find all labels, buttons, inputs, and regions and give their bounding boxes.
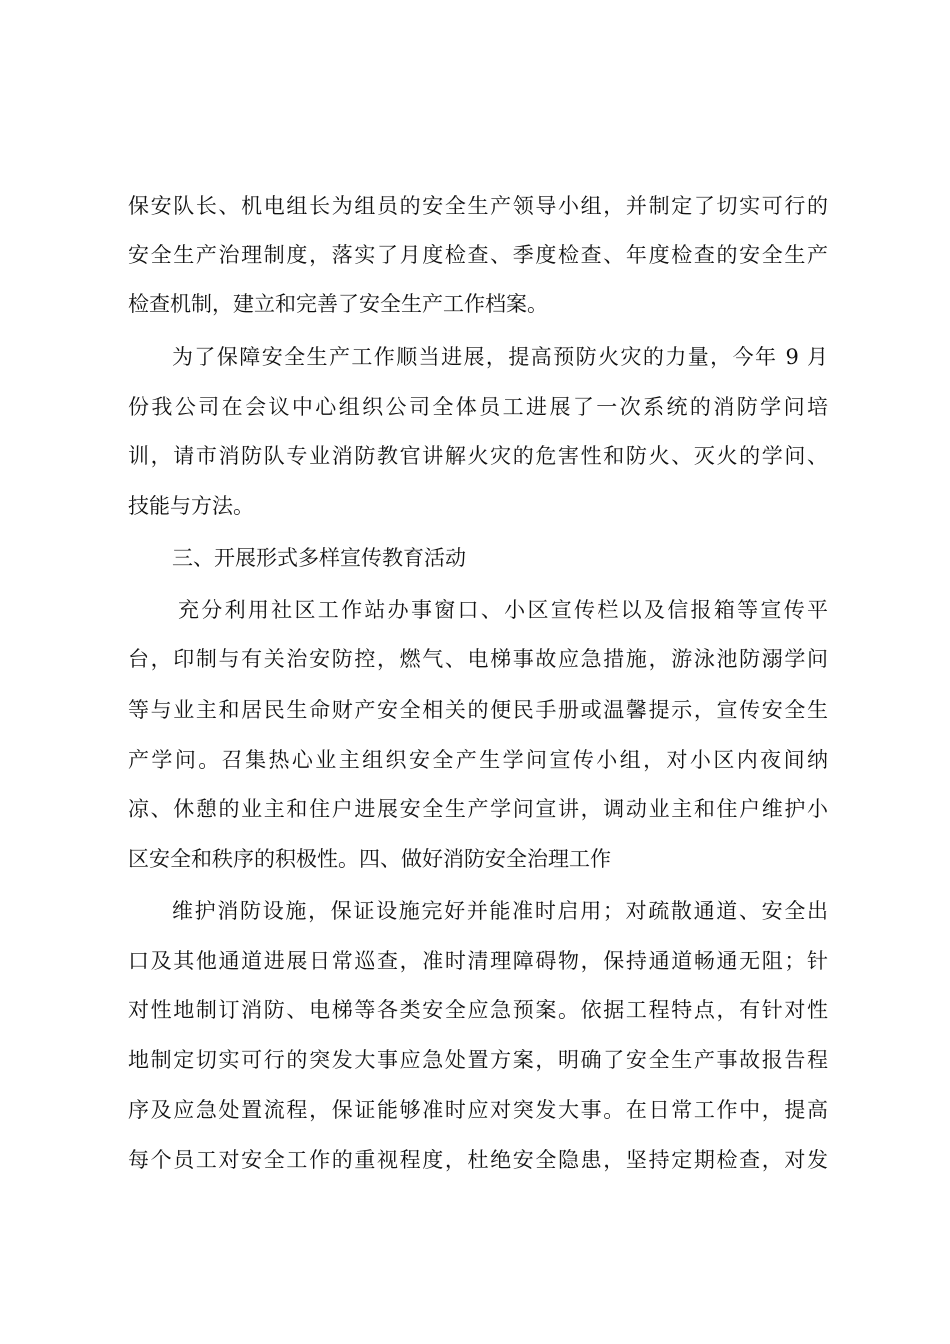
- text-line: 凉、休憩的业主和住户进展安全生产学问宣讲，调动业主和住户维护小: [128, 797, 828, 821]
- text-line: 产学问。召集热心业主组织安全产生学问宣传小组，对小区内夜间纳: [128, 748, 828, 772]
- text-line: 为了保障安全生产工作顺当进展，提高预防火灾的力量，今年 9 月: [172, 345, 828, 369]
- text-line: 份我公司在会议中心组织公司全体员工进展了一次系统的消防学问培: [128, 395, 828, 419]
- text-line: 技能与方法。: [128, 494, 254, 518]
- text-line: 等与业主和居民生命财产安全相关的便民手册或温馨提示，宣传安全生: [128, 698, 828, 722]
- text-line: 充分利用社区工作站办事窗口、小区宣传栏以及信报箱等宣传平: [178, 598, 828, 622]
- text-line: 检查机制，建立和完善了安全生产工作档案。: [128, 292, 548, 316]
- text-line: 口及其他通道进展日常巡查，准时清理障碍物，保持通道畅通无阻；针: [128, 949, 828, 973]
- section-heading: 三、开展形式多样宣传教育活动: [172, 546, 466, 570]
- text-line: 对性地制订消防、电梯等各类安全应急预案。依据工程特点，有针对性: [128, 998, 828, 1022]
- text-line: 地制定切实可行的突发大事应急处置方案，明确了安全生产事故报告程: [128, 1048, 828, 1072]
- text-line: 训，请市消防队专业消防教官讲解火灾的危害性和防火、灭火的学问、: [128, 444, 828, 468]
- text-line: 台，印制与有关治安防控，燃气、电梯事故应急措施，游泳池防溺学问: [128, 647, 828, 671]
- text-line: 区安全和秩序的积极性。四、做好消防安全治理工作: [128, 847, 611, 871]
- text-line: 每个员工对安全工作的重视程度，杜绝安全隐患，坚持定期检查，对发: [128, 1148, 828, 1172]
- text-line: 序及应急处置流程，保证能够准时应对突发大事。在日常工作中，提高: [128, 1098, 828, 1122]
- text-line: 维护消防设施，保证设施完好并能准时启用；对疏散通道、安全出: [172, 899, 828, 923]
- text-line: 保安队长、机电组长为组员的安全生产领导小组，并制定了切实可行的: [128, 194, 828, 218]
- text-line: 安全生产治理制度，落实了月度检查、季度检查、年度检查的安全生产: [128, 243, 828, 267]
